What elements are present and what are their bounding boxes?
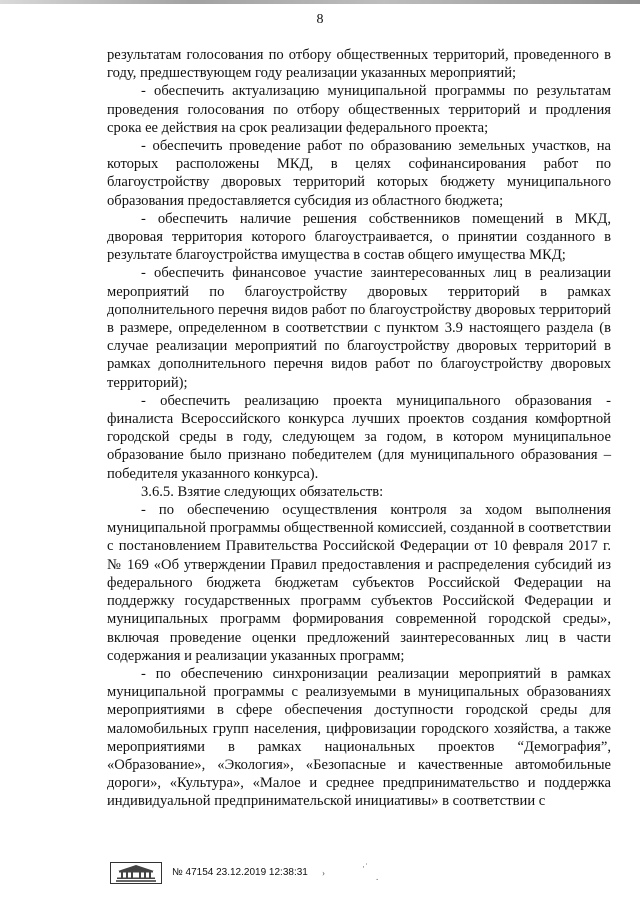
paragraph-5: - обеспечить финансовое участие заинтересованных лиц в реализации мероприятий по благоустройству дворовых территорий в рамках дополнительного перечня видов работ по благоустройству дворовых территорий в размере, определенном в соответствии с пунктом 3.9 настоящего раздела (в случае реализации мероприятий по благоустройству дворовых территорий в рамках дополнительного перечня видов работ по благоустройству дворовых территорий); <box>107 265 611 391</box>
paragraph-3: - обеспечить проведение работ по образованию земельных участков, на которых расположены МКД, в целях софинансирования работ по благоустройству дворовых территорий которых бюджету муниципального образования предоставляется субсидия из областного бюджета; <box>107 138 611 209</box>
scan-mark: . <box>376 872 379 882</box>
scan-mark: ·˙ <box>362 862 368 872</box>
scan-mark: › <box>322 868 325 878</box>
paragraph-8: - по обеспечению осуществления контроля за ходом выполнения муниципальной программы общественной комиссией, созданной в соответствии с постановлением Правительства Российской Федерации от 10 февраля 2017 г. № 169 «Об утверждении Правил предоставления и распределения субсидий из федерального бюджета бюджетам субъектов Российской Федерации на поддержку государственных программ субъектов Российской Федерации и муниципальных программ формирования современной городской среды», включая проведение оценки предложений заинтересованных лиц в части содержания и реализации указанных программ; <box>107 502 611 664</box>
paragraph-1: результатам голосования по отбору общественных территорий, проведенного в году, предшествующем году реализации указанных мероприятий; <box>107 47 611 82</box>
document-body <box>107 46 611 811</box>
paragraph-9: - по обеспечению синхронизации реализации мероприятий в рамках муниципальной программы с реализуемыми в муниципальных образованиях мероприятиями в сфере обеспечения доступности городской среды для маломобильных групп населения, цифровизации городского хозяйства, а также мероприятиями в рамках национальных проектов “Демография”, «Образование», «Экология», «Безопасные и качественные автомобильные дороги», «Культура», «Малое и среднее предпринимательство и поддержка индивидуальной предпринимательской инициативы» в соответствии с <box>107 665 611 810</box>
registration-number: № 47154 23.12.2019 12:38:31 <box>172 867 308 878</box>
page-number: 8 <box>316 12 324 27</box>
footer <box>110 862 530 886</box>
paragraph-4: - обеспечить наличие решения собственников помещений в МКД, дворовая территория которого благоустраивается, о принятии созданного в результате благоустройства имущества в состав общего имущества МКД; <box>107 210 611 264</box>
section-heading-3-6-5: 3.6.5. Взятие следующих обязательств: <box>141 483 384 500</box>
building-stamp-icon <box>110 862 162 884</box>
paragraph-2: - обеспечить актуализацию муниципальной программы по результатам проведения голосования по отбору общественных территорий и продления срока ее действия на срок реализации федерального проекта; <box>107 83 611 136</box>
paragraph-6: - обеспечить реализацию проекта муниципального образования - финалиста Всероссийского конкурса лучших проектов создания комфортной городской среды в году, следующем за годом, в котором муниципальное образование было признано победителем (для муниципального образования – победителя указанного конкурса). <box>107 392 611 482</box>
scan-top-edge <box>0 0 640 4</box>
